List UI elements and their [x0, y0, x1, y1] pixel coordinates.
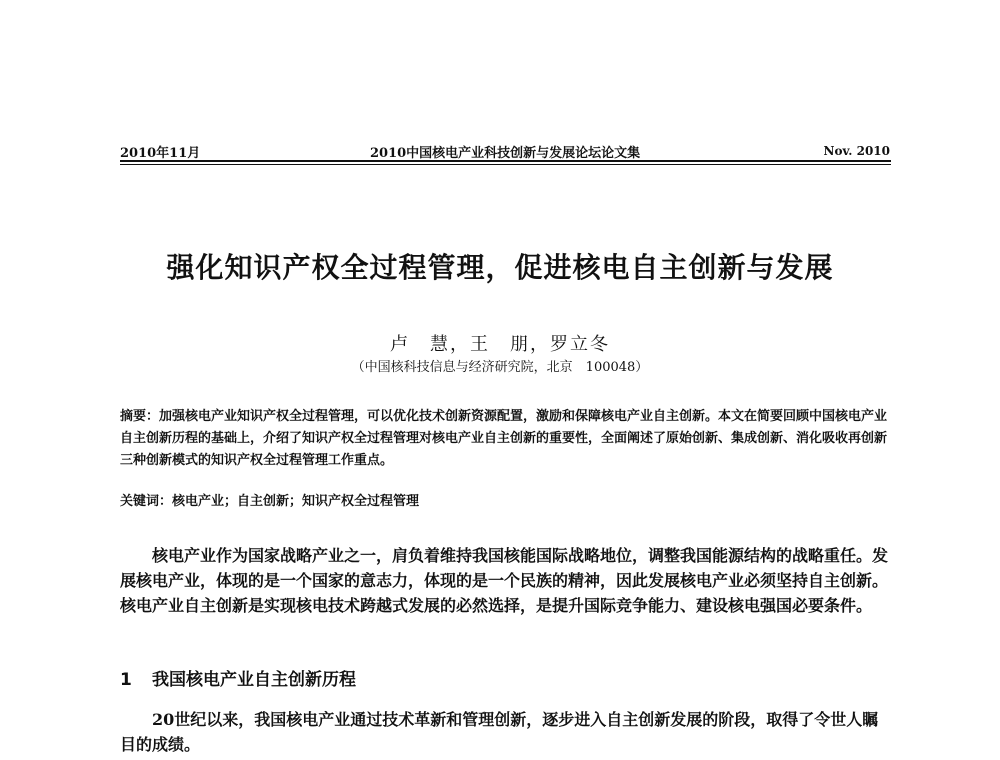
paper-authors: 卢 慧，王 朋，罗立冬 — [390, 334, 610, 355]
header-rule-thin — [120, 164, 891, 165]
keywords-label: 关键词： — [120, 494, 173, 509]
section-number: 1 — [120, 670, 132, 690]
header-date-cn: 2010年11月 — [120, 146, 201, 161]
keywords-text: 核电产业；自主创新；知识产权全过程管理 — [172, 494, 420, 509]
section-title: 我国核电产业自主创新历程 — [152, 670, 356, 690]
header-rule — [120, 160, 891, 162]
body-paragraph-2: 20世纪以来，我国核电产业通过技术革新和管理创新，逐步进入自主创新发展的阶段，取得了令世人瞩目的成绩。 — [120, 710, 879, 754]
header-date-en: Nov. 2010 — [823, 144, 890, 158]
header-journal: 2010中国核电产业科技创新与发展论坛论文集 — [370, 146, 641, 161]
abstract-text: 加强核电产业知识产权全过程管理，可以优化技术创新资源配置，激励和保障核电产业自主创新。本文在简要回顾中国核电产业自主创新历程的基础上，介绍了知识产权全过程管理对核电产业自主创新的重要性，全面阐述了原始创新、集成创新、消化吸收再创新三种创新模式的知识产权全过程管理工作重点。 — [120, 409, 888, 468]
keywords — [120, 490, 890, 509]
abstract-label: 摘要： — [120, 409, 160, 424]
paper-title: 强化知识产权全过程管理，促进核电自主创新与发展 — [166, 251, 834, 284]
section-heading-1 — [120, 665, 356, 690]
running-header — [120, 138, 890, 160]
body-paragraph-1: 核电产业作为国家战略产业之一，肩负着维持我国核能国际战略地位，调整我国能源结构的战略重任。发展核电产业，体现的是一个国家的意志力，体现的是一个民族的精神，因此发展核电产业必须坚持自主创新。核电产业自主创新是实现核电技术跨越式发展的必然选择，是提升国际竞争能力、建设核电强国必要条件。 — [120, 546, 889, 615]
paper-affiliation: （中国核科技信息与经济研究院，北京 100048） — [351, 360, 649, 375]
abstract — [120, 406, 890, 472]
